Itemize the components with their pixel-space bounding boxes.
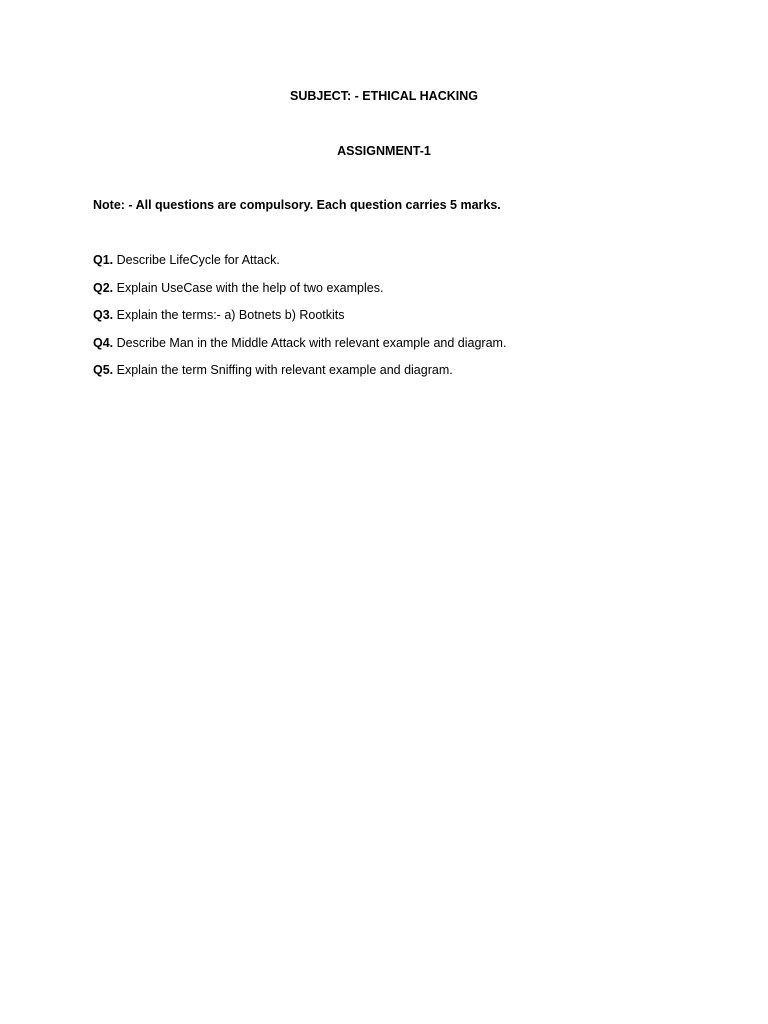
question-number: Q2. [93, 280, 114, 295]
question-text: Explain the terms:- a) Botnets b) Rootkits [116, 308, 345, 322]
question-number: Q4. [93, 335, 114, 350]
question-text: Explain the term Sniffing with relevant example and diagram. [116, 363, 453, 377]
question-text: Describe Man in the Middle Attack with relevant example and diagram. [116, 335, 507, 350]
question-number: Q1. [93, 253, 114, 267]
question-item [93, 307, 506, 335]
question-text: Describe LifeCycle for Attack. [116, 253, 280, 267]
question-number: Q5. [93, 363, 114, 377]
question-text: Explain UseCase with the help of two examples. [116, 280, 384, 295]
assignment-heading: ASSIGNMENT-1 [337, 144, 431, 158]
question-list [93, 252, 506, 390]
assignment-note: Note: - All questions are compulsory. Each question carries 5 marks. [93, 198, 501, 212]
subject-heading: SUBJECT: - ETHICAL HACKING [290, 89, 478, 103]
question-item [93, 252, 506, 280]
question-item [93, 335, 506, 363]
question-item [93, 362, 506, 390]
question-number: Q3. [93, 308, 114, 322]
question-item [93, 280, 506, 308]
